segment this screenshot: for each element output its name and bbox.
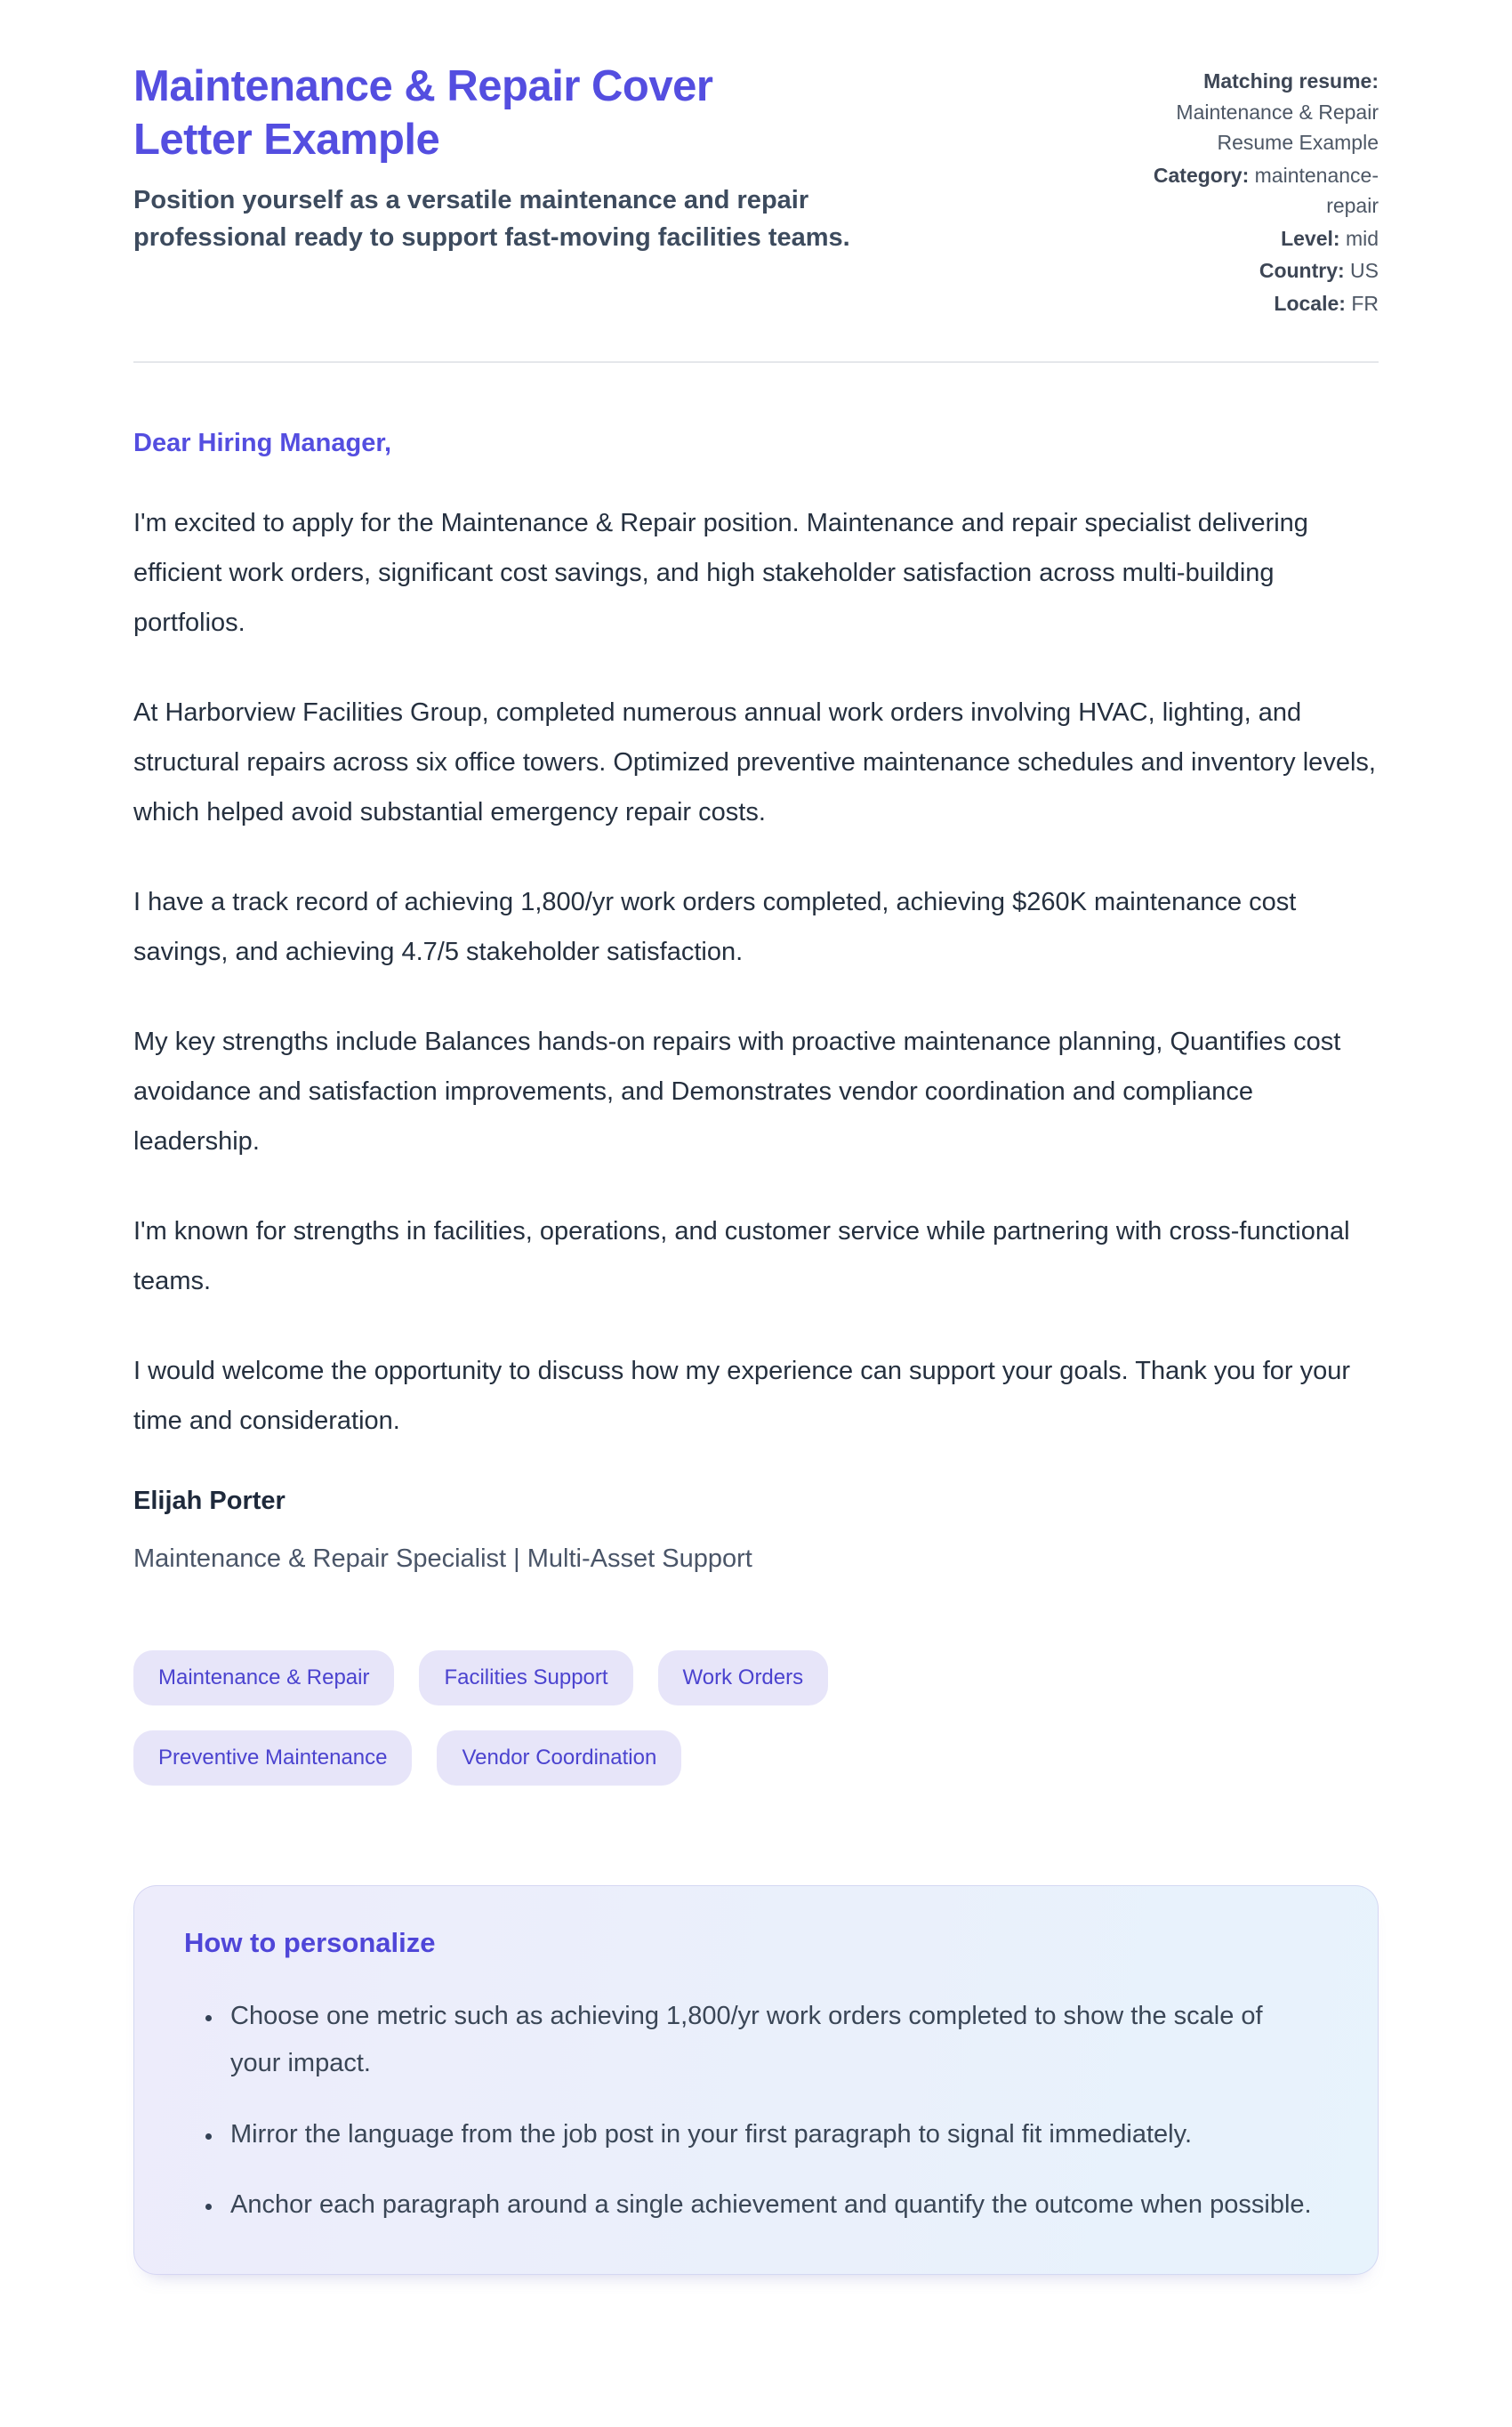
meta-label: Category:: [1153, 163, 1250, 187]
letter-body: [133, 429, 1379, 2275]
meta-value: Maintenance & Repair Resume Example: [1176, 100, 1379, 154]
personalize-tip-3: • Anchor each paragraph around a single achievement and quantify the outcome when possible.: [223, 2181, 1317, 2229]
personalize-tip-list: [184, 1993, 1328, 2230]
letter-paragraph-4: My key strengths include Balances hands-on repairs with proactive maintenance planning, Quantifies cost avoidance and satisfaction improvements, and Demonstrates vendor coordination and compliance leadership.: [133, 1027, 1341, 1156]
header: [133, 60, 1379, 320]
meta-country: [1112, 255, 1379, 286]
header-left: [133, 60, 1112, 257]
letter-paragraph-5: I'm known for strengths in facilities, operations, and customer service while partnering with cross-functional teams.: [133, 1216, 1350, 1295]
signature-role: Maintenance & Repair Specialist | Multi-Asset Support: [133, 1544, 752, 1573]
letter-paragraph-2: At Harborview Facilities Group, completed numerous annual work orders involving HVAC, lighting, and structural repairs across six office towers. Optimized preventive maintenance schedules and inventory levels, which helped avoid substantial emergency repair costs.: [133, 697, 1376, 826]
meta-value: US: [1350, 259, 1379, 282]
meta-label: Matching resume:: [1203, 69, 1379, 93]
meta-label: Level:: [1281, 226, 1340, 250]
tag-chip-facilities-support[interactable]: Facilities Support: [419, 1650, 632, 1705]
tag-chip-preventive-maintenance[interactable]: Preventive Maintenance: [133, 1730, 412, 1786]
meta-value: mid: [1345, 226, 1379, 250]
meta-label: Locale:: [1274, 291, 1346, 315]
meta-value: maintenance-repair: [1254, 163, 1379, 217]
meta-panel: [1112, 66, 1379, 320]
meta-value: FR: [1351, 291, 1379, 315]
tag-chip-vendor-coordination[interactable]: Vendor Coordination: [437, 1730, 681, 1786]
letter-paragraph-6: I would welcome the opportunity to discuss how my experience can support your goals. Thank you for your time and consideration.: [133, 1356, 1351, 1435]
meta-locale: [1112, 288, 1379, 319]
meta-matching-resume: [1112, 66, 1379, 158]
salutation: Dear Hiring Manager,: [133, 429, 392, 457]
letter-paragraph-3: I have a track record of achieving 1,800/yr work orders completed, achieving $260K maintenance cost savings, and achieving 4.7/5 stakeholder satisfaction.: [133, 887, 1297, 966]
meta-category: [1112, 160, 1379, 222]
tag-chip-maintenance-repair[interactable]: Maintenance & Repair: [133, 1650, 394, 1705]
signature-name: Elijah Porter: [133, 1486, 286, 1515]
personalize-tip-2: • Mirror the language from the job post in your first paragraph to signal fit immediately.: [223, 2111, 1317, 2159]
personalize-tip-1: • Choose one metric such as achieving 1,800/yr work orders completed to show the scale of your impact.: [223, 1993, 1317, 2088]
divider: [133, 361, 1379, 363]
page-subtitle: Position yourself as a versatile maintenance and repair professional ready to support fast-moving facilities teams.: [133, 185, 850, 253]
meta-label: Country:: [1259, 259, 1345, 282]
meta-level: [1112, 223, 1379, 254]
page: [133, 0, 1379, 2275]
tag-chip-work-orders[interactable]: Work Orders: [658, 1650, 829, 1705]
letter-paragraph-1: I'm excited to apply for the Maintenance & Repair position. Maintenance and repair specialist delivering efficient work orders, significant cost savings, and high stakeholder satisfaction across multi-building portfolios.: [133, 509, 1308, 637]
tag-list: [133, 1650, 1112, 1786]
page-title: Maintenance & Repair Cover Letter Example: [133, 62, 713, 164]
personalize-heading: How to personalize: [184, 1926, 436, 1958]
personalize-box: [133, 1885, 1379, 2276]
